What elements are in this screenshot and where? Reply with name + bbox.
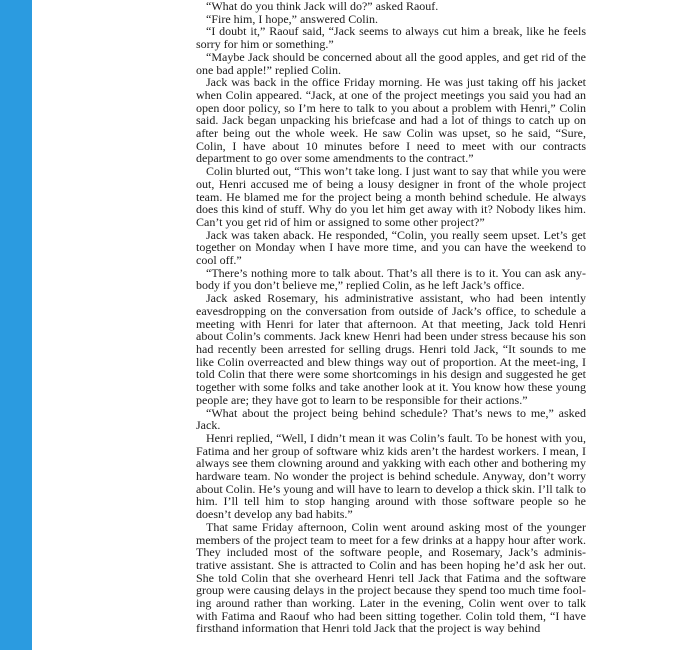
- paragraph: Henri replied, “Well, I didn’t mean it was Colin’s fault. To be honest with you, Fatima and her group of software whiz kids aren’t the hardest workers. I mean, I always see them clowning around and yakking with each other and bothering my hardware team. No wonder the project is behind schedule. Anyway, don’t worry about Colin. He’s young and will have to learn to develop a thick skin. I’ll talk to him. I’ll tell him to stop hanging around with those software people so he doesn’t develop any bad habits.”: [196, 430, 586, 522]
- paragraph: “Maybe Jack should be concerned about all the good apples, and get rid of the one bad apple!” replied Colin.: [196, 49, 586, 77]
- paragraph: “What do you think Jack will do?” asked Raouf.: [206, 0, 439, 13]
- paragraph: Jack was taken aback. He responded, “Colin, you really seem upset. Let’s get together on Monday when I have more time, and you can have the weekend to cool off.”: [196, 227, 586, 268]
- paragraph: “What about the project being behind schedule? That’s news to me,” asked Jack.: [196, 405, 586, 433]
- paragraph: Jack asked Rosemary, his administrative assistant, who had been intently eavesdropping on the conversation from outside of Jack’s office, to schedule a meeting with Henri for later that afternoon. At that meeting, Jack told Henri about Colin’s comments. Jack knew Henri had been under stress because his son had recently been arrested for selling drugs. Henri told Jack, “It sounds to me like Colin overreacted and blew things way out of proportion. At the meet-ing, I told Colin that there were some shortcomings in his design and suggested he get together with some folks and take another look at it. You know how these young people are; they have got to learn to be responsible for their actions.”: [196, 291, 586, 407]
- paragraph: “Fire him, I hope,” answered Colin.: [206, 11, 378, 26]
- paragraph: “I doubt it,” Raouf said, “Jack seems to always cut him a break, like he feels sorry for him or something.”: [196, 24, 586, 52]
- left-accent-bar: [0, 0, 32, 650]
- paragraph: That same Friday afternoon, Colin went around asking most of the younger members of the project team to meet for a few drinks at a happy hour after work. They included most of the software people, and Rosemary, Jack’s adminis-trative assistant. She is attracted to Colin and has been hoping he’d ask her out. She told Colin that she overheard Henri tell Jack that Fatima and the software group were causing delays in the project because they spend too much time fool-ing around rather than working. Later in the evening, Colin went over to talk with Fatima and Raouf who had been sitting together. Colin told them, “I have firsthand information that Henri told Jack that the project is way behind: [196, 519, 586, 636]
- paragraph: Jack was back in the office Friday morning. He was just taking off his jacket when Colin appeared. “Jack, at one of the project meetings you said you had an open door policy, so I’m here to talk to you about a problem with Henri,” Colin said. Jack began unpacking his briefcase and had a lot of things to catch up on after being out the whole week. He saw Colin was upset, so he said, “Sure, Colin, I have about 10 minutes before I need to meet with our contracts department to go over some amendments to the contract.”: [196, 75, 586, 166]
- story-text: [196, 0, 586, 635]
- paragraph: “There’s nothing more to talk about. That’s all there is to it. You can ask any-body if you don’t believe me,” replied Colin, as he left Jack’s office.: [196, 265, 586, 293]
- paragraph: Colin blurted out, “This won’t take long. I just want to say that while you were out, Henri accused me of being a lousy designer in front of the whole project team. He blamed me for the project being a month behind schedule. He always does this kind of stuff. Why do you let him get away with it? Nobody likes him. Can’t you get rid of him or assigned to some other project?”: [196, 164, 586, 229]
